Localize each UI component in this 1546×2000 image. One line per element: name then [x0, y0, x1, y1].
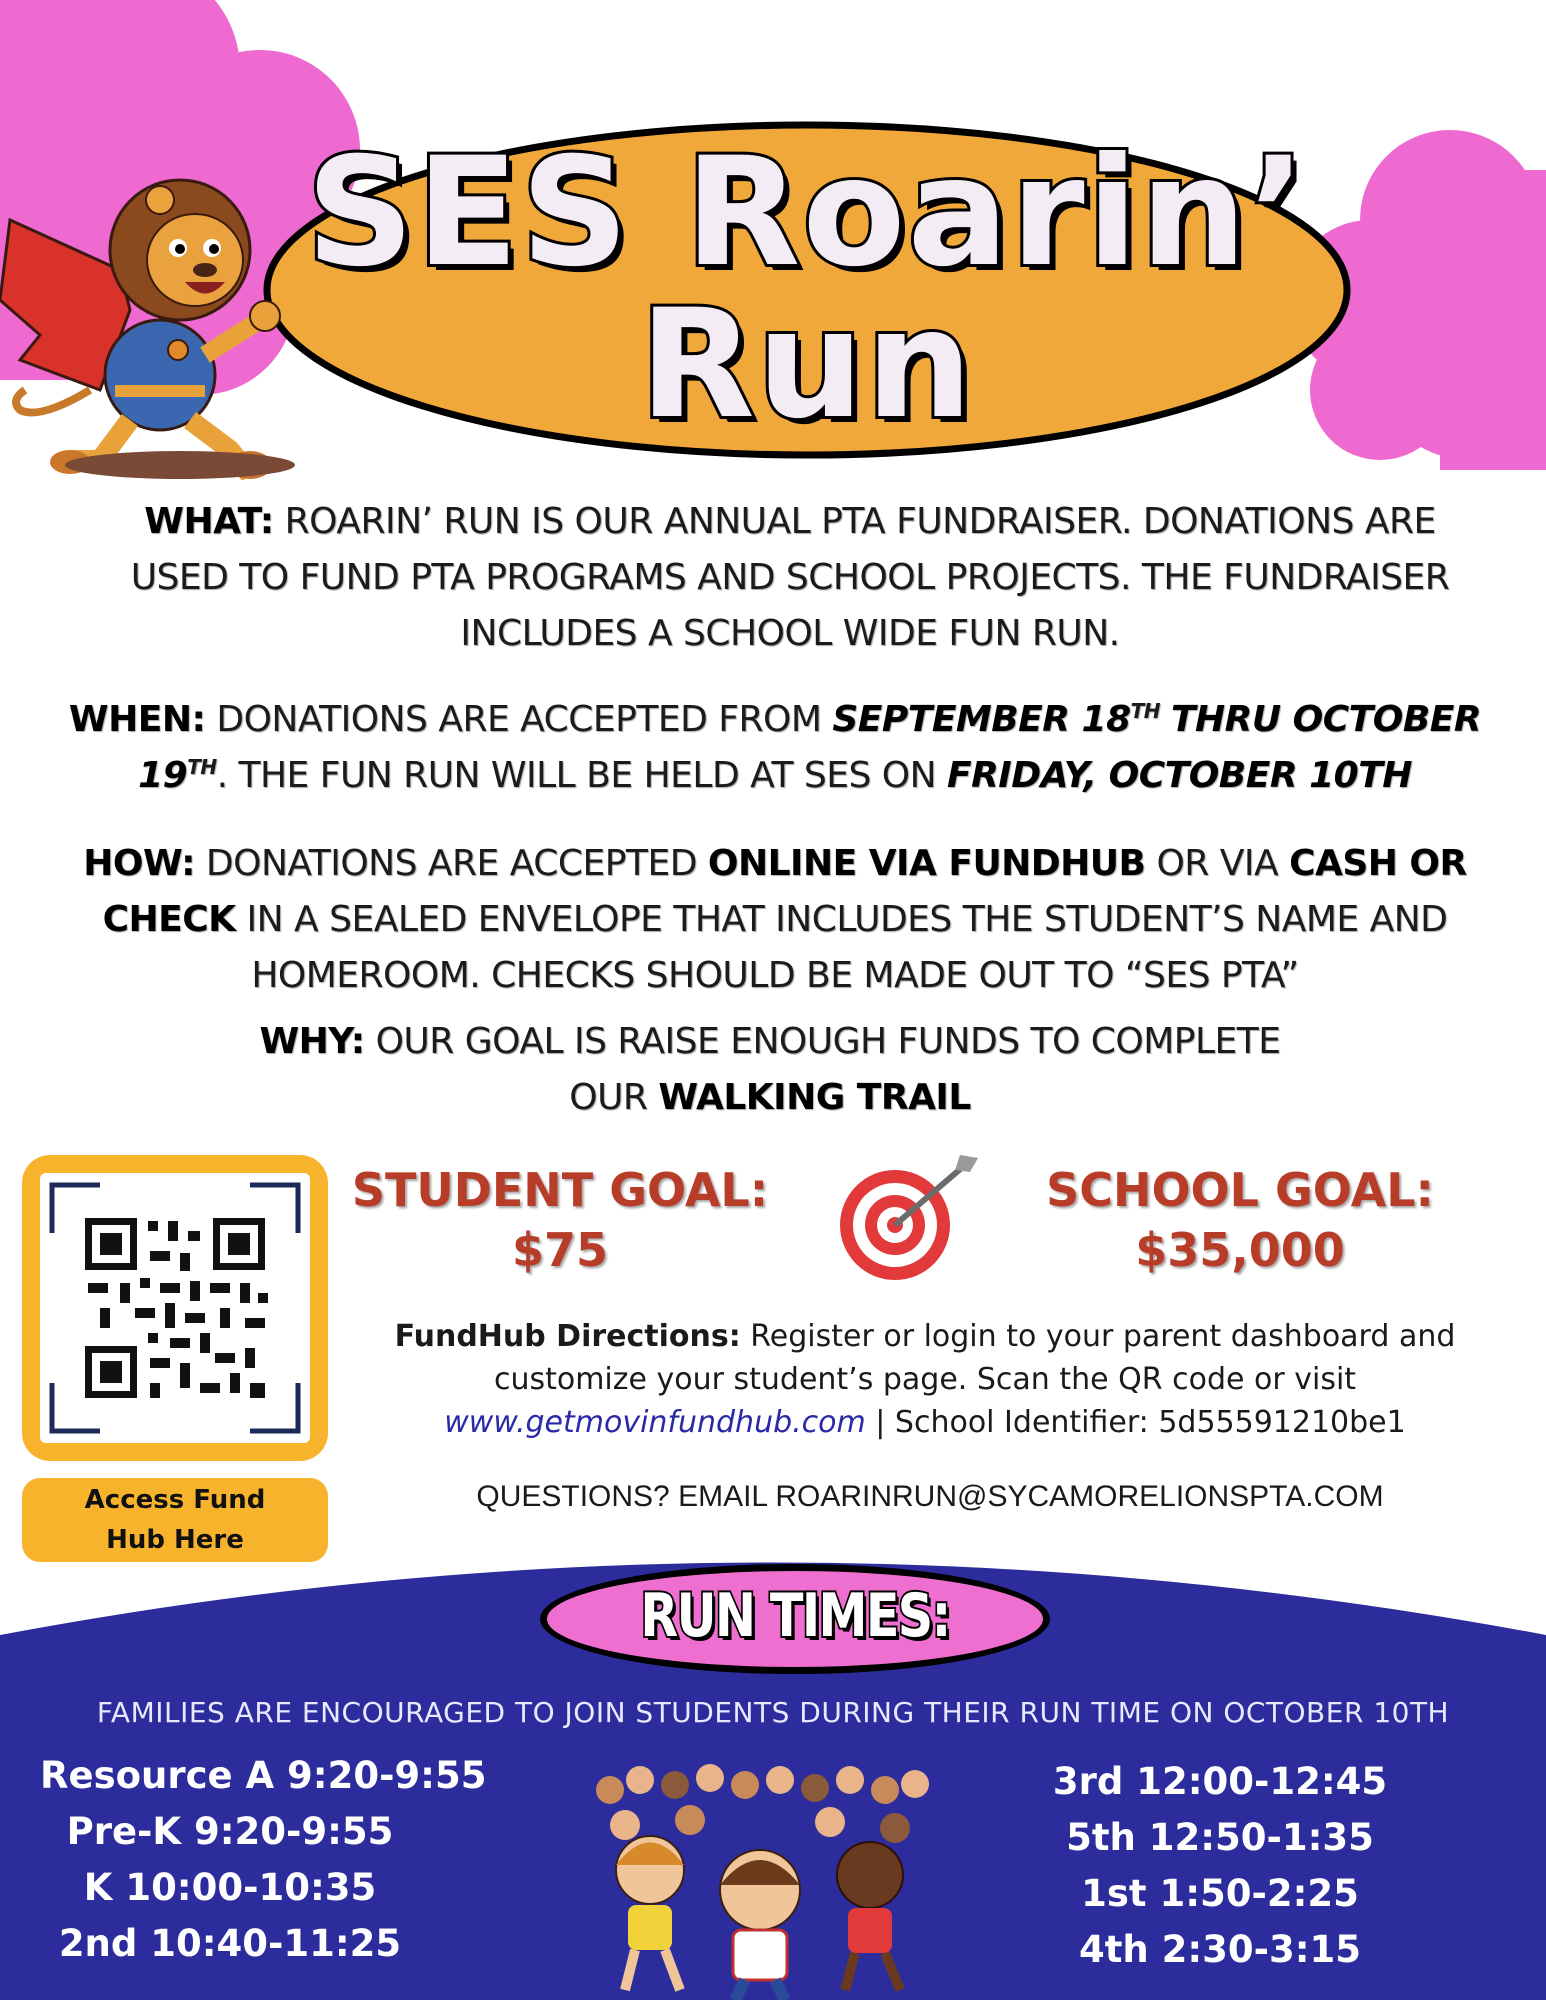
how-text-3: IN A SEALED ENVELOPE THAT INCLUDES THE STUDENT’S NAME AND HOMEROOM. CHECKS SHOULD BE MADE OUT TO “SES PTA” — [246, 899, 1448, 996]
school-goal-value: $35,000 — [1135, 1223, 1345, 1277]
run-time-left-2: Pre-K 9:20-9:55 — [66, 1810, 394, 1853]
when-range-end-suffix: TH — [187, 755, 217, 779]
school-goal — [1000, 1160, 1480, 1280]
why-label: WHY: — [259, 1021, 365, 1062]
access-button-line-1: Access Fund — [84, 1485, 266, 1515]
when-text-1: DONATIONS ARE ACCEPTED FROM — [216, 699, 822, 740]
running-kids-illustration — [580, 1750, 940, 2000]
qr-code-pattern — [40, 1173, 310, 1443]
school-identifier: | School Identifier: 5d55591210be1 — [875, 1405, 1406, 1440]
lion-mascot-illustration — [0, 160, 300, 480]
qr-code-frame[interactable] — [22, 1155, 328, 1461]
fundhub-link[interactable]: www.getmovinfundhub.com — [444, 1405, 866, 1440]
student-goal-label: STUDENT GOAL: — [351, 1163, 769, 1217]
qr-code[interactable] — [40, 1173, 310, 1443]
run-time-left-4: 2nd 10:40-11:25 — [58, 1922, 402, 1965]
fun-run-date: FRIDAY, OCTOBER 10TH — [946, 755, 1412, 796]
directions-text: Register or login to your parent dashboard and customize your student’s page. Scan the QR code or visit — [493, 1319, 1456, 1397]
how-cash-check: CASH OR CHECK — [102, 843, 1467, 940]
what-label: WHAT: — [144, 501, 274, 542]
when-text-2: . THE FUN RUN WILL BE HELD AT SES ON — [216, 755, 937, 796]
student-goal — [330, 1160, 790, 1280]
run-time-left-1: Resource A 9:20-9:55 — [40, 1754, 487, 1797]
what-text: ROARIN’ RUN IS OUR ANNUAL PTA FUNDRAISER. DONATIONS ARE USED TO FUND PTA PROGRAMS AND SCHOOL PROJECTS. THE FUNDRAISER INCLUDES A SCHOOL WIDE FUN RUN. — [130, 501, 1450, 654]
why-walking-trail: WALKING TRAIL — [658, 1077, 971, 1118]
run-time-right-1: 3rd 12:00-12:45 — [1052, 1760, 1388, 1803]
run-times-title: RUN TIMES: — [640, 1581, 950, 1651]
run-times-right-column — [1040, 1754, 1400, 1978]
directions-label: FundHub Directions: — [394, 1319, 741, 1354]
when-range-start-suffix: TH — [1130, 699, 1161, 723]
title-line-1: SES Roarin’ — [306, 126, 1308, 300]
run-time-left-3: K 10:00-10:35 — [83, 1866, 377, 1909]
questions-email: QUESTIONS? EMAIL ROARINRUN@SYCAMORELIONSPTA.COM — [476, 1480, 1384, 1513]
how-paragraph — [30, 836, 1520, 1004]
target-icon — [830, 1150, 980, 1290]
how-online: ONLINE VIA FUNDHUB — [707, 843, 1146, 884]
when-range-end: THRU OCTOBER 19 — [138, 699, 1482, 796]
why-paragraph — [250, 1014, 1290, 1126]
when-label: WHEN: — [68, 699, 206, 740]
why-text: OUR GOAL IS RAISE ENOUGH FUNDS TO COMPLETE OUR — [375, 1021, 1281, 1118]
student-goal-value: $75 — [511, 1223, 609, 1277]
access-button-line-2: Hub Here — [106, 1525, 244, 1555]
families-note: FAMILIES ARE ENCOURAGED TO JOIN STUDENTS DURING THEIR RUN TIME ON OCTOBER 10TH — [96, 1696, 1450, 1729]
what-paragraph — [90, 494, 1490, 662]
school-goal-label: SCHOOL GOAL: — [1046, 1163, 1434, 1217]
how-label: HOW: — [83, 843, 195, 884]
run-time-right-2: 5th 12:50-1:35 — [1066, 1816, 1374, 1859]
run-time-right-4: 4th 2:30-3:15 — [1078, 1928, 1362, 1971]
run-times-left-column — [40, 1748, 487, 1972]
run-time-right-3: 1st 1:50-2:25 — [1081, 1872, 1359, 1915]
lion-shadow — [60, 445, 300, 485]
fundhub-directions — [350, 1315, 1500, 1444]
how-text-1: DONATIONS ARE ACCEPTED — [205, 843, 697, 884]
how-text-2: OR VIA — [1156, 843, 1279, 884]
when-paragraph — [40, 692, 1510, 804]
title-line-2: Run — [639, 278, 975, 452]
when-range-start: SEPTEMBER 18 — [832, 699, 1131, 740]
